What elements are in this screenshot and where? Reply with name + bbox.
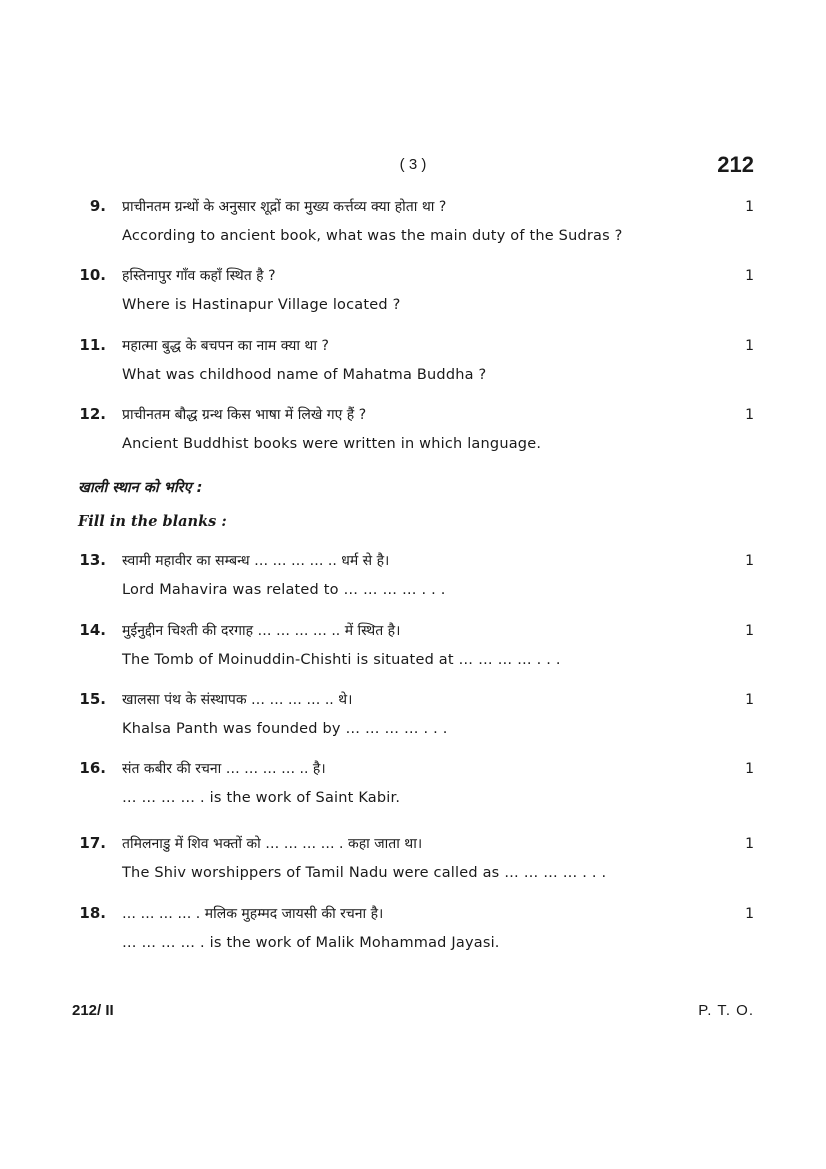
question-number: 14. bbox=[79, 621, 106, 639]
question-marks: 1 bbox=[745, 906, 754, 922]
question-english: Lord Mahavira was related to … … … … . . . bbox=[122, 582, 446, 598]
question-hindi: महात्मा बुद्ध के बचपन का नाम क्या था ? bbox=[122, 338, 329, 354]
question-english: According to ancient book, what was the main duty of the Sudras ? bbox=[122, 228, 623, 244]
question-english: The Shiv worshippers of Tamil Nadu were called as … … … … . . . bbox=[122, 865, 607, 881]
question-hindi: मुईनुद्दीन चिश्ती की दरगाह … … … … .. में स्थित है। bbox=[122, 623, 401, 639]
question-marks: 1 bbox=[745, 761, 754, 777]
question-english: Ancient Buddhist books were written in which language. bbox=[122, 436, 542, 452]
question-hindi: तमिलनाडु में शिव भक्तों को … … … … . कहा जाता था। bbox=[122, 836, 423, 852]
question-number: 11. bbox=[79, 336, 106, 354]
question-marks: 1 bbox=[745, 268, 754, 284]
footer-paper-code: 212/ II bbox=[72, 1002, 114, 1019]
question-english: What was childhood name of Mahatma Buddha ? bbox=[122, 367, 487, 383]
page-number: ( 3 ) bbox=[399, 156, 427, 173]
question-number: 18. bbox=[79, 904, 106, 922]
question-marks: 1 bbox=[745, 199, 754, 215]
question-number: 17. bbox=[79, 834, 106, 852]
question-13 bbox=[0, 551, 826, 611]
question-english: The Tomb of Moinuddin-Chishti is situated at … … … … . . . bbox=[122, 652, 561, 668]
question-hindi: प्राचीनतम ग्रन्थों के अनुसार शूद्रों का मुख्य कर्त्तव्य क्या होता था ? bbox=[122, 199, 447, 215]
question-english: Khalsa Panth was founded by … … … … . . . bbox=[122, 721, 448, 737]
question-english: … … … … . is the work of Saint Kabir. bbox=[122, 790, 401, 806]
question-marks: 1 bbox=[745, 553, 754, 569]
question-14 bbox=[0, 621, 826, 681]
question-10 bbox=[0, 266, 826, 326]
question-9 bbox=[0, 197, 826, 257]
question-number: 16. bbox=[79, 759, 106, 777]
footer-pto: P. T. O. bbox=[698, 1002, 754, 1019]
question-number: 10. bbox=[79, 266, 106, 284]
question-marks: 1 bbox=[745, 623, 754, 639]
question-hindi: स्वामी महावीर का सम्बन्ध … … … … .. धर्म से है। bbox=[122, 553, 390, 569]
question-marks: 1 bbox=[745, 338, 754, 354]
question-number: 13. bbox=[79, 551, 106, 569]
question-hindi: … … … … . मलिक मुहम्मद जायसी की रचना है। bbox=[122, 906, 384, 922]
question-english: Where is Hastinapur Village located ? bbox=[122, 297, 401, 313]
question-marks: 1 bbox=[745, 407, 754, 423]
section-heading-hindi: खाली स्थान को भरिए : bbox=[78, 480, 203, 496]
question-17 bbox=[0, 834, 826, 894]
question-hindi: हस्तिनापुर गाँव कहाँ स्थित है ? bbox=[122, 268, 276, 284]
question-11 bbox=[0, 336, 826, 396]
question-number: 15. bbox=[79, 690, 106, 708]
question-15 bbox=[0, 690, 826, 750]
question-12 bbox=[0, 405, 826, 465]
question-marks: 1 bbox=[745, 692, 754, 708]
question-english: … … … … . is the work of Malik Mohammad Jayasi. bbox=[122, 935, 500, 951]
question-hindi: संत कबीर की रचना … … … … .. है। bbox=[122, 761, 326, 777]
question-hindi: खालसा पंथ के संस्थापक … … … … .. थे। bbox=[122, 692, 353, 708]
question-number: 12. bbox=[79, 405, 106, 423]
question-16 bbox=[0, 759, 826, 819]
section-heading-english: Fill in the blanks : bbox=[78, 513, 227, 530]
paper-code: 212 bbox=[717, 152, 754, 177]
question-hindi: प्राचीनतम बौद्ध ग्रन्थ किस भाषा में लिखे गए हैं ? bbox=[122, 407, 367, 423]
question-marks: 1 bbox=[745, 836, 754, 852]
question-number: 9. bbox=[89, 197, 106, 215]
question-18 bbox=[0, 904, 826, 964]
